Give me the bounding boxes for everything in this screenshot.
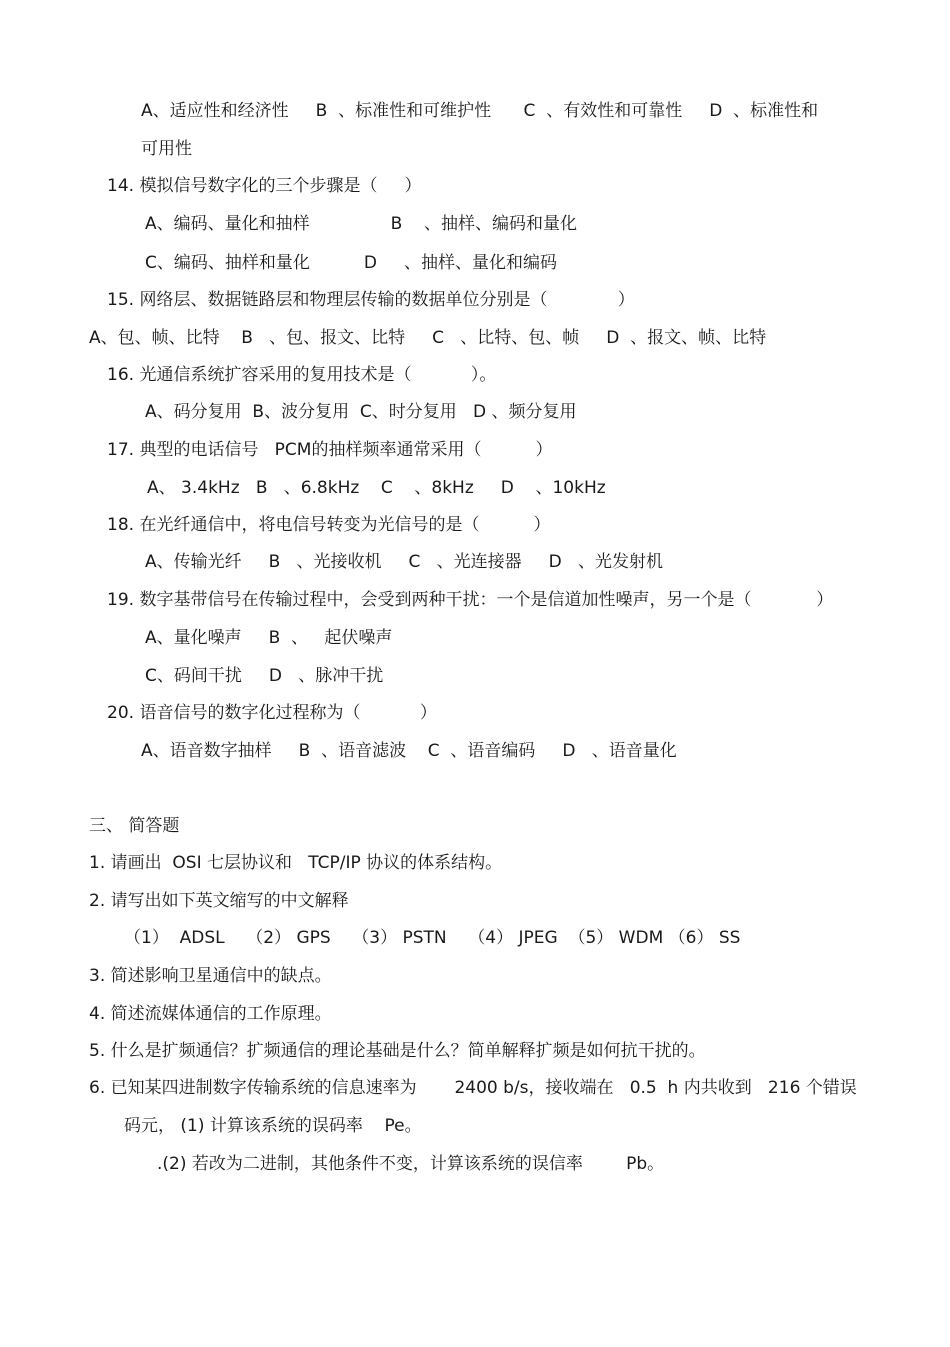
short-answer-item-2-terms: （1） ADSL （2） GPS （3） PSTN （4） JPEG （5） WDM （6） SS	[124, 928, 741, 948]
q15-options: A、包、帧、比特 B 、包、报文、比特 C 、比特、包、帧 D 、报文、帧、比特	[89, 328, 767, 348]
short-answer-item-6-line-1: 6. 已知某四进制数字传输系统的信息速率为 2400 b/s，接收端在 0.5 h 内共收到 216 个错误	[89, 1078, 857, 1098]
q13-options-line: A、适应性和经济性 B 、标准性和可维护性 C 、有效性和可靠性 D 、标准性和	[141, 101, 819, 121]
q20-options: A、语音数字抽样 B 、语音滤波 C 、语音编码 D 、语音量化	[141, 741, 677, 761]
q16-options: A、码分复用 B、波分复用 C、时分复用 D 、频分复用	[145, 402, 577, 422]
short-answer-item-4: 4. 简述流媒体通信的工作原理。	[89, 1004, 332, 1024]
q17-question: 17. 典型的电话信号 PCM的抽样频率通常采用（ ）	[107, 440, 553, 460]
q16-question: 16. 光通信系统扩容采用的复用技术是（ ）。	[107, 365, 497, 385]
short-answer-item-5: 5. 什么是扩频通信？扩频通信的理论基础是什么？简单解释扩频是如何抗干扰的。	[89, 1041, 706, 1061]
q14-options-cd: C、编码、抽样和量化 D 、抽样、量化和编码	[145, 253, 558, 273]
q20-question: 20. 语音信号的数字化过程称为（ ）	[107, 703, 437, 723]
short-answer-item-6-line-3: .(2) 若改为二进制，其他条件不变，计算该系统的误信率 Pb。	[157, 1154, 665, 1174]
q19-options-cd: C、码间干扰 D 、脉冲干扰	[145, 666, 384, 686]
q17-options: A、 3.4kHz B 、6.8kHz C 、8kHz D 、10kHz	[147, 478, 606, 498]
q14-question: 14. 模拟信号数字化的三个步骤是（ ）	[107, 176, 422, 196]
q13-options-continuation: 可用性	[141, 139, 192, 159]
q18-question: 18. 在光纤通信中，将电信号转变为光信号的是（ ）	[107, 515, 551, 535]
section-heading: 三、 简答题	[89, 816, 180, 836]
short-answer-item-6-line-2: 码元， (1) 计算该系统的误码率 Pe。	[124, 1116, 422, 1136]
q19-question: 19. 数字基带信号在传输过程中，会受到两种干扰：一个是信道加性噪声，另一个是（ ）	[107, 590, 834, 610]
short-answer-item-3: 3. 简述影响卫星通信中的缺点。	[89, 966, 332, 986]
short-answer-item-2: 2. 请写出如下英文缩写的中文解释	[89, 891, 349, 911]
q19-options-ab: A、量化噪声 B 、 起伏噪声	[145, 628, 393, 648]
q15-question: 15. 网络层、数据链路层和物理层传输的数据单位分别是（ ）	[107, 290, 635, 310]
short-answer-item-1: 1. 请画出 OSI 七层协议和 TCP/IP 协议的体系结构。	[89, 853, 503, 873]
q18-options: A、传输光纤 B 、光接收机 C 、光连接器 D 、光发射机	[145, 552, 663, 572]
q14-options-ab: A、编码、量化和抽样 B 、抽样、编码和量化	[145, 214, 577, 234]
